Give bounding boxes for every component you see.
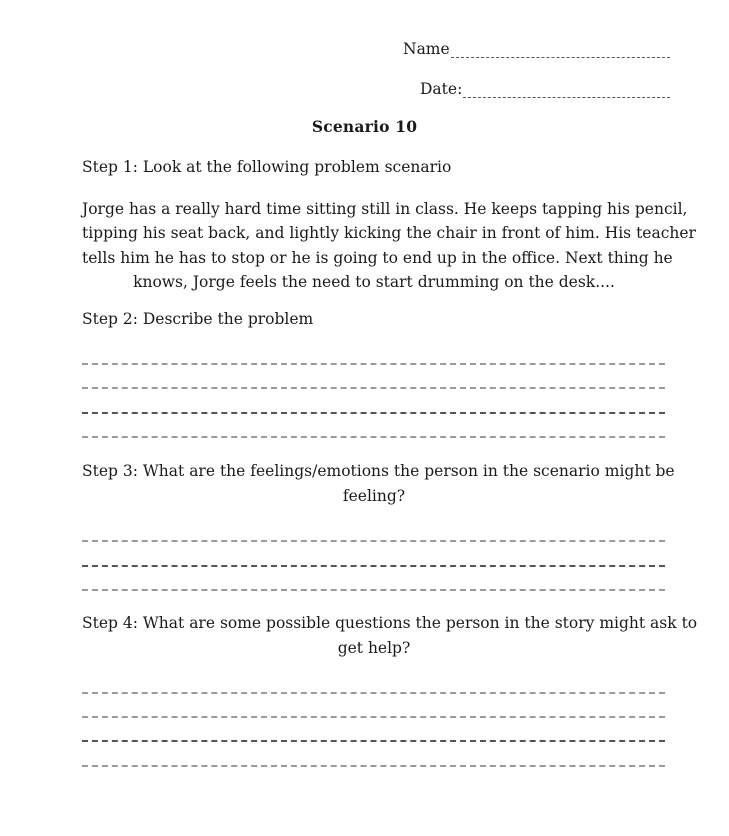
step3-question xyxy=(82,459,675,508)
step4-label-line: Step 4: What are some possible questions the person in the story might ask to xyxy=(82,614,698,632)
step4-answer-line[interactable] xyxy=(82,692,665,694)
date-input-line[interactable] xyxy=(463,83,670,98)
step3-label-line: Step 3: What are the feelings/emotions the person in the scenario might be xyxy=(82,462,675,480)
scenario-line: tells him he has to stop or he is going to end up in the office. Next thing he xyxy=(82,248,673,267)
step2-answer-line[interactable] xyxy=(82,387,665,389)
step3-answer-line[interactable] xyxy=(82,565,665,567)
step4-label-line: get help? xyxy=(337,638,411,657)
scenario-line: Jorge has a really hard time sitting still in class. He keeps tapping his pencil, xyxy=(82,200,688,218)
step1-label: Step 1: Look at the following problem scenario xyxy=(82,158,452,176)
worksheet-title: Scenario 10 xyxy=(311,117,418,136)
step4-answer-line[interactable] xyxy=(82,765,665,767)
name-field xyxy=(403,40,670,58)
step2-label: Step 2: Describe the problem xyxy=(82,310,314,328)
step2-answer-line[interactable] xyxy=(82,436,665,438)
step4-question xyxy=(82,611,698,660)
step2-answer-line[interactable] xyxy=(82,363,665,365)
step2-answer-line[interactable] xyxy=(82,412,665,414)
name-input-line[interactable] xyxy=(451,43,670,58)
date-label: Date: xyxy=(420,80,463,98)
name-label: Name xyxy=(403,40,450,58)
step4-answer-line[interactable] xyxy=(82,740,665,742)
scenario-line: tipping his seat back, and lightly kicking the chair in front of him. His teacher xyxy=(82,224,696,243)
scenario-text xyxy=(82,197,696,294)
scenario-line: knows, Jorge feels the need to start drumming on the desk.... xyxy=(133,272,615,291)
step3-answer-line[interactable] xyxy=(82,589,665,591)
step3-label-line: feeling? xyxy=(342,486,406,505)
date-field xyxy=(420,80,670,98)
step3-answer-line[interactable] xyxy=(82,540,665,542)
step4-answer-line[interactable] xyxy=(82,716,665,718)
